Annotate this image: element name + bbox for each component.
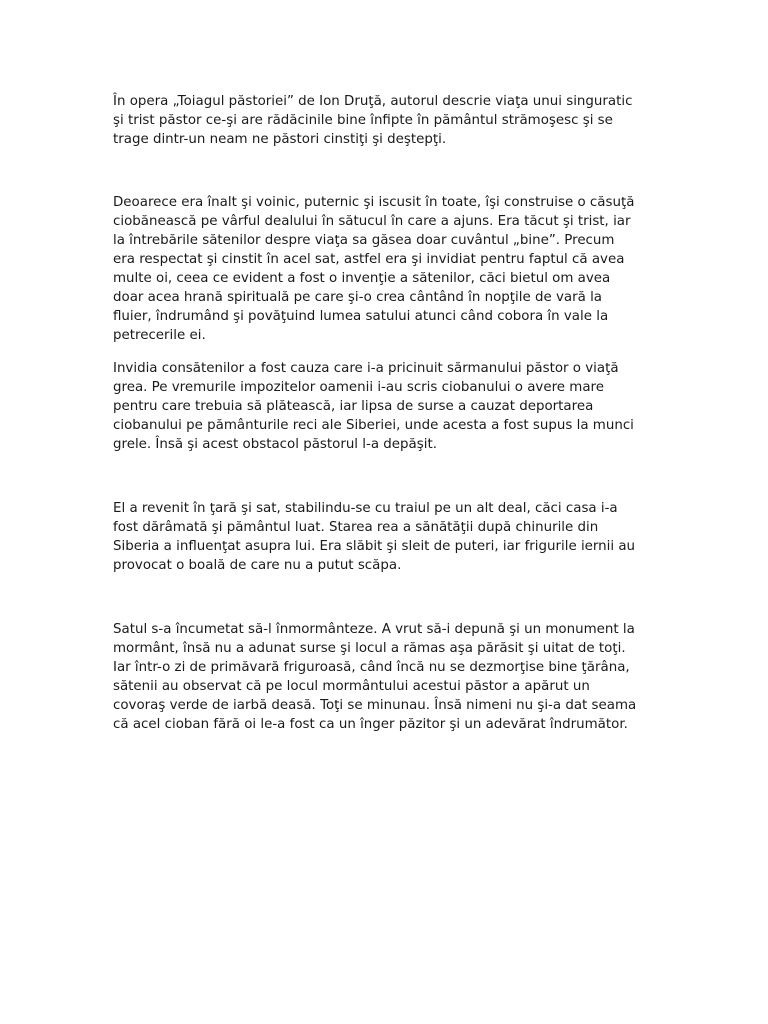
text-line: că acel cioban fără oi le-a fost ca un înger păzitor şi un adevărat îndrumător. <box>113 717 628 732</box>
text-line: Deoarece era înalt şi voinic, puternic şi iscusit în toate, îşi construise o căsuţă <box>113 195 635 210</box>
text-line: trage dintr-un neam ne păstori cinstiţi şi deştepţi. <box>113 132 447 147</box>
paragraph-3 <box>113 359 673 454</box>
text-line: fluier, îndrumând şi povăţuind lumea satului atunci când cobora în vale la <box>113 309 609 324</box>
text-line: În opera „Toiagul păstoriei” de Ion Druţă, autorul descrie viaţa unui singuratic <box>113 94 633 109</box>
text-line: la întrebările sătenilor despre viaţa sa găsea doar cuvântul „bine”. Precum <box>113 233 615 248</box>
paragraph-2 <box>113 193 673 345</box>
text-line: Siberia a influenţat asupra lui. Era slăbit şi sleit de puteri, iar frigurile iernii au <box>113 539 636 554</box>
text-line: fost dărâmată şi pământul luat. Starea rea a sănătăţii după chinurile din <box>113 520 599 535</box>
text-line: ciobănească pe vârful dealului în sătucul în care a ajuns. Era tăcut şi trist, iar <box>113 214 631 229</box>
text-line: provocat o boală de care nu a putut scăpa. <box>113 558 402 573</box>
text-line: Satul s-a încumetat să-l înmormânteze. A vrut să-i depună şi un monument la <box>113 622 635 637</box>
text-line: şi trist păstor ce-şi are rădăcinile bine înfipte în pământul strămoşesc şi se <box>113 113 613 128</box>
text-line: pentru care trebuia să plătească, iar lipsa de surse a cauzat deportarea <box>113 399 594 414</box>
text-line: doar acea hrană spirituală pe care şi-o crea cântând în nopţile de vară la <box>113 290 602 305</box>
text-line: covoraş verde de iarbă deasă. Toţi se minunau. Însă nimeni nu şi-a dat seama <box>113 698 637 713</box>
text-line: Iar într-o zi de primăvară friguroasă, când încă nu se dezmorţise bine ţărâna, <box>113 660 630 675</box>
paragraph-4 <box>113 499 673 575</box>
text-line: El a revenit în ţară şi sat, stabilindu-se cu traiul pe un alt deal, căci casa i-a <box>113 501 618 516</box>
text-line: sătenii au observat că pe locul mormântului acestui păstor a apărut un <box>113 679 590 694</box>
paragraph-1 <box>113 92 673 149</box>
text-line: mormânt, însă nu a adunat surse şi locul a rămas aşa părăsit şi uitat de toţi. <box>113 641 626 656</box>
text-line: Invidia consătenilor a fost cauza care i-a pricinuit sărmanului păstor o viaţă <box>113 361 619 376</box>
text-line: multe oi, ceea ce evident a fost o invenţie a sătenilor, căci bietul om avea <box>113 271 611 286</box>
text-line: era respectat şi cinstit în acel sat, astfel era şi invidiat pentru faptul că avea <box>113 252 625 267</box>
text-line: grea. Pe vremurile impozitelor oamenii i-au scris ciobanului o avere mare <box>113 380 604 395</box>
text-line: petrecerile ei. <box>113 328 206 343</box>
text-line: ciobanului pe pământurile reci ale Siberiei, unde acesta a fost supus la munci <box>113 418 634 433</box>
paragraph-5 <box>113 620 673 734</box>
text-line: grele. Însă şi acest obstacol păstorul l-a depăşit. <box>113 437 437 452</box>
